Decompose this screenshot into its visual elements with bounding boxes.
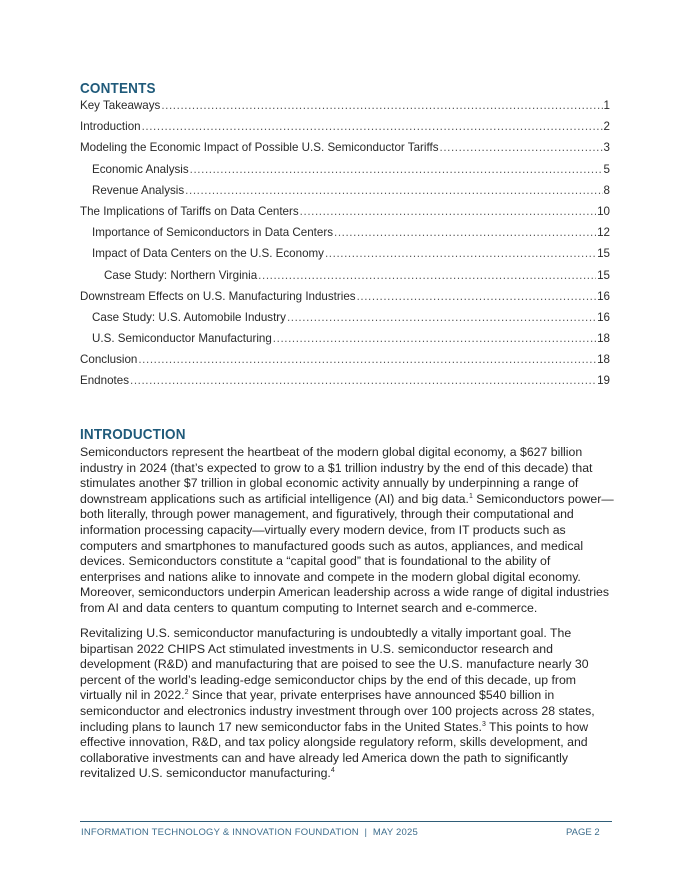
text-segment: stimulates another $7 trillion in global economic activity annually by underpinning a range of xyxy=(80,476,579,491)
toc-entry[interactable] xyxy=(80,311,610,332)
toc-entry-page: 3 xyxy=(603,141,610,155)
dot-leader xyxy=(258,269,596,282)
text-segment: computers and smartphones to manufactured goods such as autos, appliances, and medical xyxy=(80,538,584,553)
toc-entry-page: 19 xyxy=(597,374,610,388)
text-line xyxy=(80,626,620,642)
text-line xyxy=(80,673,620,689)
toc-entry-label: Endnotes xyxy=(80,374,129,388)
toc-entry-label: Introduction xyxy=(80,120,141,134)
dot-leader xyxy=(130,374,596,387)
text-segment: downstream applications such as artificial intelligence (AI) and big data. xyxy=(80,491,469,506)
text-segment: virtually nil in 2022. xyxy=(80,688,185,703)
toc-entry-page: 15 xyxy=(597,268,610,282)
introduction-heading: INTRODUCTION xyxy=(80,426,186,443)
toc-entry-label: U.S. Semiconductor Manufacturing xyxy=(92,332,272,346)
toc-entry-page: 16 xyxy=(597,310,610,324)
text-segment: Semiconductors power— xyxy=(472,491,614,506)
text-line xyxy=(80,751,620,767)
text-line xyxy=(80,554,620,570)
text-line xyxy=(80,688,620,704)
text-line xyxy=(80,585,620,601)
text-line xyxy=(80,657,620,673)
text-segment: enterprises and nations alike to innovate and compete in the modern global digital economy. xyxy=(80,569,581,584)
text-segment: both literally, through power management, and figuratively, through their computational and xyxy=(80,507,574,522)
dot-leader xyxy=(161,99,602,112)
toc-entry[interactable] xyxy=(80,269,610,290)
toc-entry[interactable] xyxy=(80,99,610,120)
introduction-paragraph-2 xyxy=(80,626,620,782)
text-line xyxy=(80,704,620,720)
endnote-reference[interactable]: 4 xyxy=(330,767,335,775)
toc-entry-label: Conclusion xyxy=(80,353,138,367)
text-segment: This points to how xyxy=(485,719,589,734)
text-segment: revitalized U.S. semiconductor manufacturing. xyxy=(80,766,331,781)
text-line xyxy=(80,461,620,477)
dot-leader xyxy=(142,120,603,133)
toc-entry-page: 2 xyxy=(603,120,610,134)
text-segment: including plans to launch 17 new semiconductor fabs in the United States. xyxy=(80,719,482,734)
toc-entry[interactable] xyxy=(80,290,610,311)
toc-entry-page: 1 xyxy=(603,99,610,112)
text-segment: collaborative investments can and have already led America down the path to significantly xyxy=(80,750,569,765)
toc-entry[interactable] xyxy=(80,247,610,268)
text-line xyxy=(80,720,620,736)
dot-leader xyxy=(138,353,596,366)
text-segment: information processing capacity—virtually every modern device, from IT products such as xyxy=(80,522,566,537)
toc-entry-label: Downstream Effects on U.S. Manufacturing Industries xyxy=(80,289,356,303)
dot-leader xyxy=(273,332,596,345)
toc-entry[interactable] xyxy=(80,374,610,395)
contents-heading: CONTENTS xyxy=(80,80,156,97)
toc-entry-page: 5 xyxy=(603,162,610,176)
toc-entry[interactable] xyxy=(80,226,610,247)
dot-leader xyxy=(287,311,596,324)
toc-entry[interactable] xyxy=(80,184,610,205)
text-line xyxy=(80,492,620,508)
text-segment: semiconductor and electronics industry investment through over 100 projects across 28 states, xyxy=(80,703,595,718)
toc-entry-label: Key Takeaways xyxy=(80,99,161,112)
footer-divider xyxy=(80,821,612,822)
toc-entry-label: Revenue Analysis xyxy=(92,183,185,197)
endnote-reference[interactable]: 1 xyxy=(468,492,473,500)
toc-entry-page: 15 xyxy=(597,247,610,261)
dot-leader xyxy=(440,141,603,154)
text-line xyxy=(80,766,620,782)
toc-entry-page: 16 xyxy=(597,289,610,303)
text-segment: industry in 2024 (that’s expected to grow to a $1 trillion industry by the end of this decade) that xyxy=(80,460,593,475)
toc-entry[interactable] xyxy=(80,205,610,226)
toc-entry-label: Impact of Data Centers on the U.S. Economy xyxy=(92,247,324,261)
introduction-paragraph-1 xyxy=(80,445,620,617)
footer-page-number: PAGE 2 xyxy=(566,827,600,838)
text-line xyxy=(80,570,620,586)
text-line xyxy=(80,445,620,461)
text-segment: devices. Semiconductors constitute a “capital good” that is foundational to the ability of xyxy=(80,554,551,569)
toc-entry-page: 18 xyxy=(597,353,610,367)
text-line xyxy=(80,523,620,539)
text-line xyxy=(80,735,620,751)
text-segment: from AI and data centers to quantum computing to Internet search and e-commerce. xyxy=(80,600,538,615)
toc-entry[interactable] xyxy=(80,353,610,374)
text-line xyxy=(80,642,620,658)
table-of-contents xyxy=(80,99,610,396)
toc-entry[interactable] xyxy=(80,141,610,162)
text-line xyxy=(80,601,620,617)
dot-leader xyxy=(300,205,596,218)
toc-entry[interactable] xyxy=(80,120,610,141)
text-line xyxy=(80,476,620,492)
toc-entry-page: 18 xyxy=(597,332,610,346)
toc-entry-label: Importance of Semiconductors in Data Centers xyxy=(92,226,334,240)
dot-leader xyxy=(185,184,602,197)
dot-leader xyxy=(357,290,597,303)
text-segment: Semiconductors represent the heartbeat of the modern global digital economy, a $627 billion xyxy=(80,445,583,459)
dot-leader xyxy=(334,226,596,239)
toc-entry-label: The Implications of Tariffs on Data Centers xyxy=(80,204,299,218)
dot-leader xyxy=(190,163,603,176)
toc-entry[interactable] xyxy=(80,332,610,353)
text-segment: Moreover, semiconductors underpin American leadership across a wide range of digital industries xyxy=(80,585,610,600)
text-segment: percent of the world’s leading-edge semiconductor chips by the end of this decade, up from xyxy=(80,672,577,687)
text-segment: effective innovation, R&D, and tax policy alongside regulatory reform, skills development, and xyxy=(80,735,588,750)
toc-entry-label: Case Study: U.S. Automobile Industry xyxy=(92,310,286,324)
text-segment: bipartisan 2022 CHIPS Act stimulated investments in U.S. semiconductor research and xyxy=(80,641,553,656)
endnote-reference[interactable]: 3 xyxy=(481,720,486,728)
toc-entry-label: Case Study: Northern Virginia xyxy=(104,268,258,282)
text-segment: Since that year, private enterprises have announced $540 billion in xyxy=(188,688,555,703)
endnote-reference[interactable]: 2 xyxy=(184,689,189,697)
toc-entry-page: 10 xyxy=(597,204,610,218)
toc-entry[interactable] xyxy=(80,163,610,184)
text-segment: development (R&D) and manufacturing that are poised to see the U.S. manufacture nearly 30 xyxy=(80,657,589,672)
text-line xyxy=(80,507,620,523)
toc-entry-page: 12 xyxy=(597,226,610,240)
dot-leader xyxy=(325,247,596,260)
text-line xyxy=(80,539,620,555)
footer-organization-date: INFORMATION TECHNOLOGY & INNOVATION FOUNDATION | MAY 2025 xyxy=(81,827,418,838)
text-segment: Revitalizing U.S. semiconductor manufacturing is undoubtedly a vitally important goal. The xyxy=(80,626,572,640)
toc-entry-page: 8 xyxy=(603,183,610,197)
toc-entry-label: Economic Analysis xyxy=(92,162,189,176)
toc-entry-label: Modeling the Economic Impact of Possible U.S. Semiconductor Tariffs xyxy=(80,141,439,155)
